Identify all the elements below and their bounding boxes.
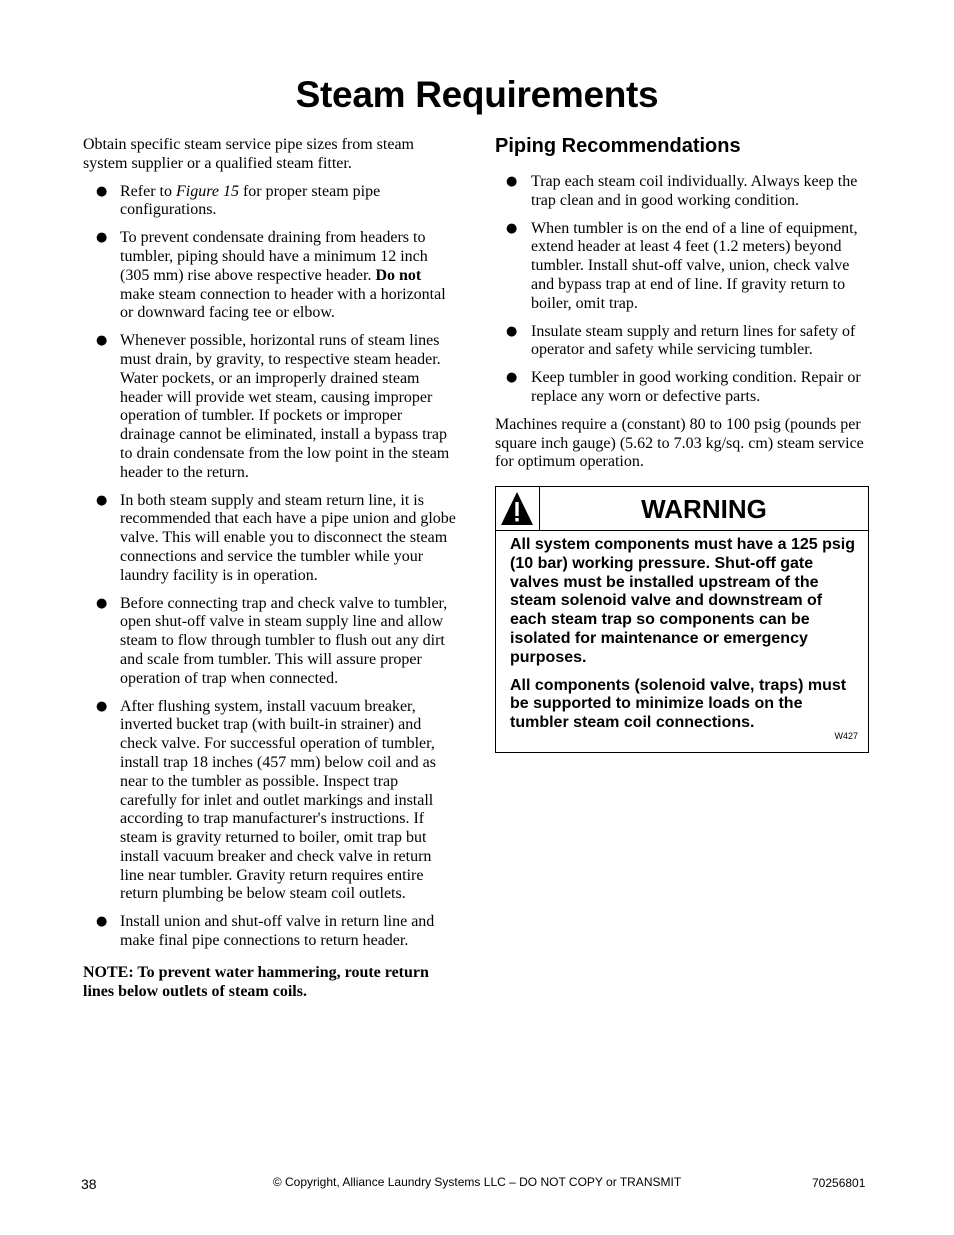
copyright-notice: © Copyright, Alliance Laundry Systems LLC – DO NOT COPY or TRANSMIT: [272, 1175, 682, 1189]
list-item: ● Trap each steam coil individually. Always keep the trap clean and in good working condition.: [506, 173, 858, 209]
water-hammer-note: NOTE: To prevent water hammering, route return lines below outlets of steam coils.: [83, 963, 429, 1000]
bullet-icon: ●: [506, 370, 518, 386]
list-item: ● To prevent condensate draining from headers to tumbler, piping should have a minimum 12 inch (305 mm) rise above respective header. Do not make steam connection to header with a horizontal or downward facing tee or elbow.: [96, 229, 446, 322]
list-item: ● Whenever possible, horizontal runs of steam lines must drain, by gravity, to respective steam header. Water pockets, or an improperly drained steam header will provide wet steam, causing improper operation of tumbler. If pockets or improper drainage cannot be eliminated, install a bypass trap to drain condensate from the low point in the steam header to the return.: [96, 332, 450, 481]
pressure-paragraph: Machines require a (constant) 80 to 100 psig (pounds per square inch gauge) (5.62 to 7.03 kg/sq. cm) steam service for optimum operation.: [495, 415, 864, 471]
warning-header: [496, 487, 868, 531]
piping-bullet-list: [495, 173, 873, 407]
page-number: 38: [81, 1176, 97, 1192]
section-heading: Piping Recommendations: [495, 135, 741, 157]
warning-title: WARNING: [641, 494, 767, 524]
bullet-icon: ●: [96, 492, 108, 508]
bullet-icon: ●: [96, 595, 108, 611]
bullet-icon: ●: [96, 183, 108, 199]
list-item: ● In both steam supply and steam return line, it is recommended that each have a pipe union and globe valve. This will enable you to disconnect the steam connections and service the tumbler while your laundry facility is in operation.: [96, 491, 456, 584]
bullet-icon: ●: [96, 914, 108, 930]
list-item: ● When tumbler is on the end of a line of equipment, extend header at least 4 feet (1.2 meters) beyond tumbler. Install shut-off valve, union, check valve and bypass trap at end of line. If gravity return to boiler, omit trap.: [506, 219, 858, 312]
left-column: [83, 136, 458, 1010]
list-item: ● Before connecting trap and check valve to tumbler, open shut-off valve in steam supply line and allow steam to flow through tumbler to flush out any dirt and scale from tumbler. This will assure proper operation of trap when connected.: [96, 594, 448, 687]
intro-paragraph: Obtain specific steam service pipe sizes from steam system supplier or a qualified steam fitter.: [83, 136, 414, 172]
warning-body: [496, 531, 868, 733]
list-item: ● After flushing system, install vacuum breaker, inverted bucket trap (with built-in strainer) and check valve. For successful operation of tumbler, install trap 18 inches (457 mm) below coil and as near to the tumbler as possible. Inspect trap carefully for inlet and outlet markings and install according to trap manufacturer's instructions. If steam is gravity returned to boiler, omit trap but install vacuum breaker and check valve in return line near tumbler. Gravity return requires entire return plumbing be below steam coil outlets.: [96, 697, 436, 903]
warning-paragraph-support: All components (solenoid valve, traps) must be supported to minimize loads on the tumbler steam coil connections.: [510, 676, 847, 732]
bullet-icon: ●: [506, 174, 518, 189]
warning-paragraph-pressure: All system components must have a 125 psig (10 bar) working pressure. Shut-off gate valves must be installed upstream of the steam solenoid valve and downstream of each steam trap so components can be isolated for maintenance or emergency purposes.: [510, 536, 856, 666]
list-item: ● Keep tumbler in good working condition. Repair or replace any worn or defective parts.: [506, 369, 861, 405]
list-item: ● Refer to Figure 15 for proper steam pipe configurations.: [96, 182, 381, 219]
page-title: Steam Requirements: [295, 74, 659, 115]
list-item: ● Insulate steam supply and return lines for safety of operator and safety while servicing tumbler.: [506, 322, 856, 359]
figure-reference-link[interactable]: Figure 15: [175, 182, 239, 200]
bullet-icon: ●: [506, 220, 518, 236]
document-number: 70256801: [812, 1176, 866, 1190]
bullet-icon: ●: [96, 698, 108, 714]
bullet-icon: ●: [506, 323, 518, 339]
warning-box: [495, 486, 869, 753]
warning-code: W427: [834, 731, 858, 741]
steam-bullet-list: [83, 183, 458, 951]
list-item: ● Install union and shut-off valve in return line and make final pipe connections to return header.: [96, 913, 435, 950]
bullet-icon: ●: [96, 333, 108, 349]
warning-triangle-icon: [496, 487, 540, 530]
bullet-icon: ●: [96, 230, 108, 246]
right-column: [495, 133, 873, 481]
